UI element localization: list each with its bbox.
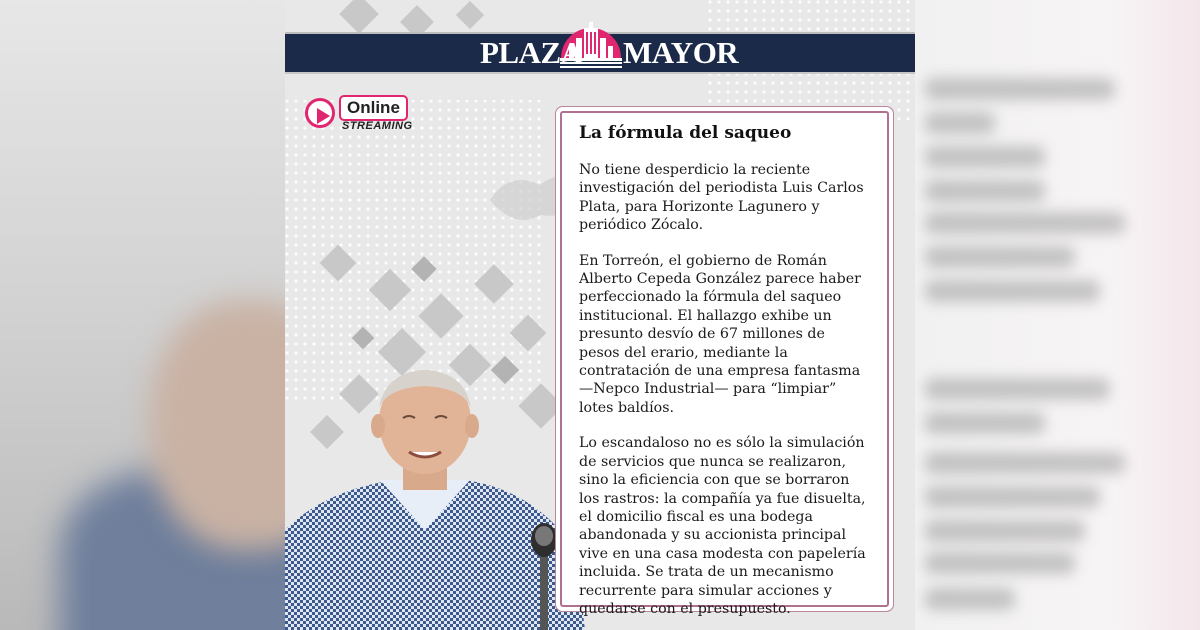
streaming-label: STREAMING — [342, 120, 413, 132]
politician-photo — [285, 360, 585, 630]
article-title: La fórmula del saqueo — [579, 123, 792, 143]
article-paragraph: No tiene desperdicio la reciente investigación del periodista Luis Carlos Plata, para Horizonte Lagunero y periódico Zócalo. — [579, 162, 864, 234]
blurred-background-right — [915, 0, 1200, 630]
blurred-background-left — [0, 0, 285, 630]
logo-text-right: MAYOR — [623, 35, 739, 70]
article-box — [560, 111, 889, 617]
social-card — [285, 0, 915, 630]
article-paragraph: En Torreón, el gobierno de Román Alberto Cepeda González parece haber perfeccionado la fórmula del saqueo institucional. El hallazgo exhibe un presunto desvío de 67 millones de pesos del erario, mediante la contratación de una empresa fantasma —Nepco Industrial— para “limpiar” lotes baldíos. — [579, 252, 861, 416]
online-streaming-badge — [305, 95, 415, 135]
logo-text-left: PLAZA — [480, 35, 583, 70]
play-icon — [305, 98, 335, 128]
article-paragraph: Lo escandaloso no es sólo la simulación de servicios que nunca se realizaron, sino la eficiencia con que se borraron los rastros: la compañía ya fue disuelta, el domicilio fiscal es una bodega abandonada y su accionista principal vive en una casa modesta con papelería incluida. Se trata de un mecanismo recurrente para simular acciones y quedarse con el presupuesto. — [579, 435, 866, 617]
online-label: Online — [339, 95, 408, 121]
